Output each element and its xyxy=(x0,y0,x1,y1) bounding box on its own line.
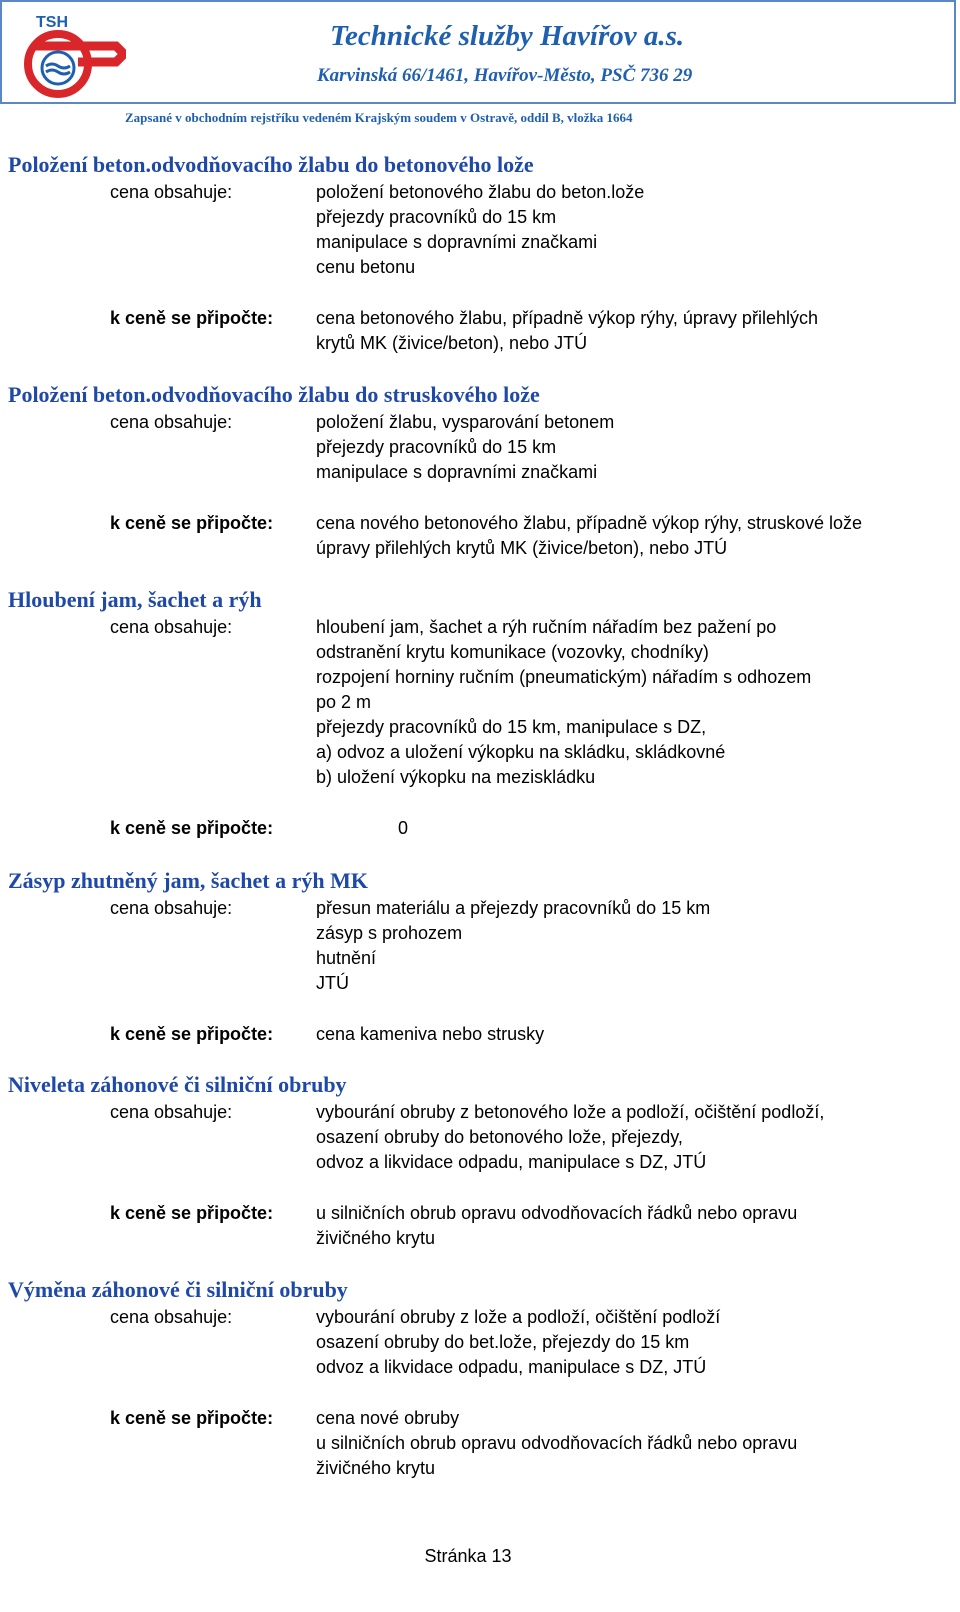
contains-line: osazení obruby do betonového lože, přejezdy, xyxy=(316,1127,683,1147)
added-line: živičného krytu xyxy=(316,1458,436,1478)
registry-note: Zapsané v obchodním rejstříku vedeném Krajským soudem v Ostravě, oddíl B, vložka 1664 xyxy=(125,110,633,125)
contains-line: manipulace s dopravními značkami xyxy=(316,232,598,252)
contains-line: hloubení jam, šachet a rýh ručním nářadím bez pažení po xyxy=(316,617,777,637)
contains-label: cena obsahuje: xyxy=(110,617,233,637)
added-line: cena nového betonového žlabu, případně výkop rýhy, struskové lože xyxy=(316,513,863,533)
contains-line: odvoz a likvidace odpadu, manipulace s DZ, JTÚ xyxy=(316,1152,707,1172)
added-label: k ceně se připočte: xyxy=(110,1408,274,1428)
section-title: Zásyp zhutněný jam, šachet a rýh MK xyxy=(8,868,368,893)
added-line: cena betonového žlabu, případně výkop rýhy, úpravy přilehlých xyxy=(316,308,818,328)
page-number: Stránka 13 xyxy=(424,1546,512,1566)
section-title: Niveleta záhonové či silniční obruby xyxy=(8,1072,347,1097)
added-line: cena nové obruby xyxy=(316,1408,460,1428)
contains-label: cena obsahuje: xyxy=(110,182,233,202)
contains-line: přejezdy pracovníků do 15 km, manipulace s DZ, xyxy=(316,717,707,737)
added-line: cena kameniva nebo strusky xyxy=(316,1024,545,1044)
section-title: Položení beton.odvodňovacího žlabu do struskového lože xyxy=(8,382,540,407)
section-title: Položení beton.odvodňovacího žlabu do betonového lože xyxy=(8,152,534,177)
contains-line: odvoz a likvidace odpadu, manipulace s DZ, JTÚ xyxy=(316,1357,707,1377)
contains-line: JTÚ xyxy=(316,973,349,993)
added-line: u silničních obrub opravu odvodňovacích řádků nebo opravu xyxy=(316,1203,798,1223)
svg-text:TSH: TSH xyxy=(36,14,68,31)
contains-label: cena obsahuje: xyxy=(110,898,233,918)
company-logo xyxy=(16,12,126,100)
contains-line: přejezdy pracovníků do 15 km xyxy=(316,207,557,227)
company-address: Karvinská 66/1461, Havířov-Město, PSČ 736 29 xyxy=(317,65,693,86)
added-label: k ceně se připočte: xyxy=(110,1203,274,1223)
added-label: k ceně se připočte: xyxy=(110,818,274,838)
contains-label: cena obsahuje: xyxy=(110,1307,233,1327)
contains-line: odstranění krytu komunikace (vozovky, chodníky) xyxy=(316,642,709,662)
added-line: živičného krytu xyxy=(316,1228,436,1248)
contains-line: přejezdy pracovníků do 15 km xyxy=(316,437,557,457)
contains-line: položení žlabu, vysparování betonem xyxy=(316,412,615,432)
contains-line: rozpojení horniny ručním (pneumatickým) nářadím s odhozem xyxy=(316,667,812,687)
company-name: Technické služby Havířov a.s. xyxy=(330,20,685,52)
added-label: k ceně se připočte: xyxy=(110,1024,274,1044)
section-title: Hloubení jam, šachet a rýh xyxy=(8,587,262,612)
added-value: 0 xyxy=(398,818,409,838)
contains-line: a) odvoz a uložení výkopku na skládku, skládkovné xyxy=(316,742,726,762)
contains-line: manipulace s dopravními značkami xyxy=(316,462,598,482)
added-line: úpravy přilehlých krytů MK (živice/beton), nebo JTÚ xyxy=(316,538,728,558)
added-line: krytů MK (živice/beton), nebo JTÚ xyxy=(316,333,588,353)
contains-line: zásyp s prohozem xyxy=(316,923,463,943)
contains-line: osazení obruby do bet.lože, přejezdy do 15 km xyxy=(316,1332,690,1352)
contains-line: hutnění xyxy=(316,948,377,968)
contains-label: cena obsahuje: xyxy=(110,412,233,432)
contains-line: přesun materiálu a přejezdy pracovníků do 15 km xyxy=(316,898,711,918)
section-title: Výměna záhonové či silniční obruby xyxy=(8,1277,348,1302)
contains-line: vybourání obruby z betonového lože a podloží, očištění podloží, xyxy=(316,1102,825,1122)
contains-line: vybourání obruby z lože a podloží, očištění podloží xyxy=(316,1307,721,1327)
contains-line: b) uložení výkopku na meziskládku xyxy=(316,767,596,787)
contains-line: cenu betonu xyxy=(316,257,416,277)
contains-line: položení betonového žlabu do beton.lože xyxy=(316,182,645,202)
contains-line: po 2 m xyxy=(316,692,372,712)
letterhead xyxy=(0,0,956,104)
contains-label: cena obsahuje: xyxy=(110,1102,233,1122)
added-label: k ceně se připočte: xyxy=(110,513,274,533)
added-label: k ceně se připočte: xyxy=(110,308,274,328)
added-line: u silničních obrub opravu odvodňovacích řádků nebo opravu xyxy=(316,1433,798,1453)
